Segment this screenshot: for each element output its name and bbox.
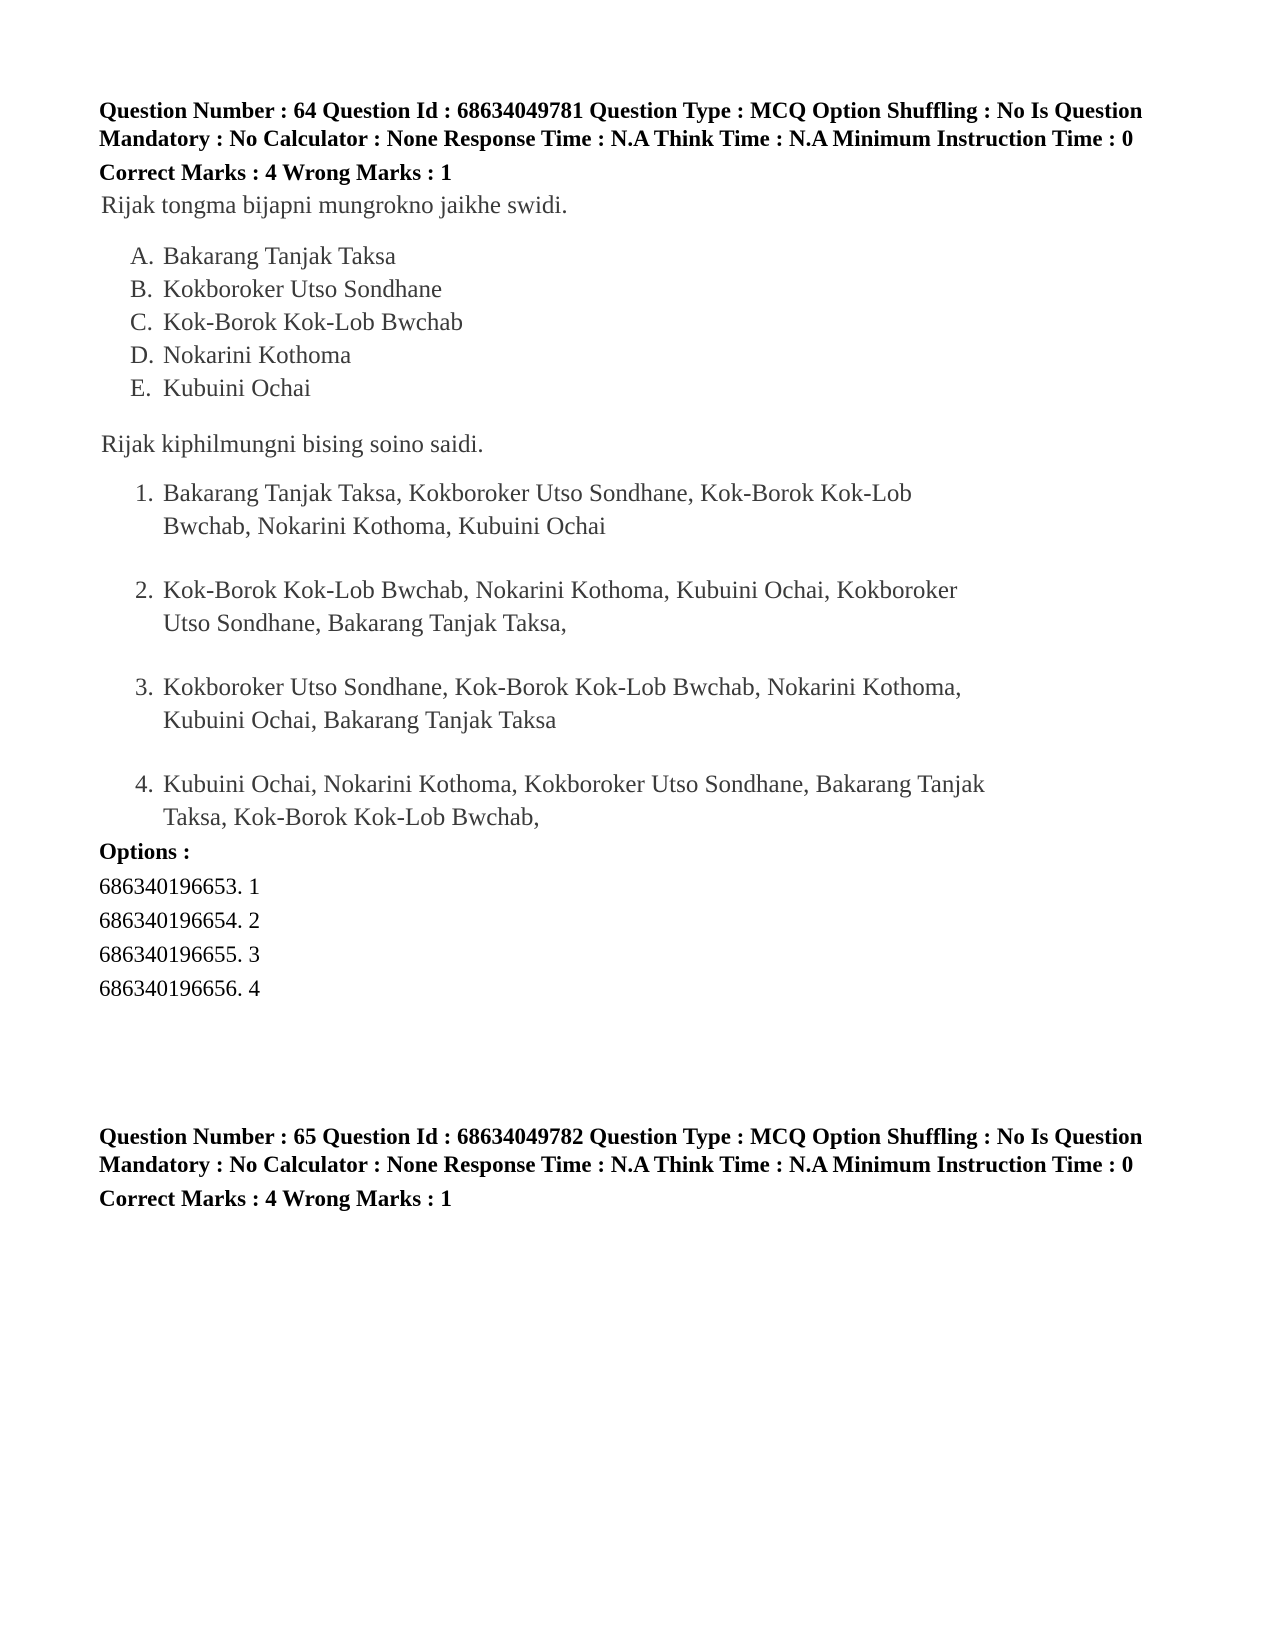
question-64-meta: Question Number : 64 Question Id : 68634049781 Question Type : MCQ Option Shuffling : No Is Question Mandatory : No Calculator : None Response Time : N.A Think Time : N.A Minimum Instruction Time : 0 <box>99 98 1143 151</box>
choice-text: Bakarang Tanjak Taksa, Kokboroker Utso Sondhane, Kok-Borok Kok-Lob Bwchab, Nokarini Kothoma, Kubuini Ochai <box>163 480 912 540</box>
question-64-marks: Correct Marks : 4 Wrong Marks : 1 <box>99 160 452 185</box>
choice-item <box>135 768 1115 834</box>
list-item <box>130 240 1179 273</box>
item-text: Kubuini Ochai <box>163 375 311 402</box>
choice-label: 4. <box>135 771 154 798</box>
question-64-item-list <box>99 240 1179 405</box>
list-item <box>130 339 1179 372</box>
item-text: Nokarini Kothoma <box>163 342 352 369</box>
choice-item <box>135 477 1115 543</box>
choice-item <box>135 671 1115 737</box>
options-list <box>99 870 1179 1006</box>
list-item <box>130 372 1179 405</box>
choice-text: Kokboroker Utso Sondhane, Kok-Borok Kok-Lob Bwchab, Nokarini Kothoma, Kubuini Ochai, Bakarang Tanjak Taksa <box>163 674 962 734</box>
question-65-marks: Correct Marks : 4 Wrong Marks : 1 <box>99 1186 452 1211</box>
choice-label: 2. <box>135 577 154 604</box>
question-65-block <box>99 1123 1179 1213</box>
option-item: 686340196653. 1 <box>99 874 260 899</box>
choice-text: Kubuini Ochai, Nokarini Kothoma, Kokboroker Utso Sondhane, Bakarang Tanjak Taksa, Kok-Borok Kok-Lob Bwchab, <box>163 771 985 831</box>
item-text: Kokboroker Utso Sondhane <box>163 276 443 303</box>
item-label: B. <box>130 276 153 303</box>
item-label: E. <box>130 375 152 402</box>
item-text: Kok-Borok Kok-Lob Bwchab <box>163 309 463 336</box>
choice-label: 3. <box>135 674 154 701</box>
option-item: 686340196655. 3 <box>99 942 260 967</box>
item-text: Bakarang Tanjak Taksa <box>163 243 396 270</box>
list-item <box>130 306 1179 339</box>
question-64-prompt: Rijak tongma bijapni mungrokno jaikhe swidi. <box>101 192 568 219</box>
item-label: A. <box>130 243 155 270</box>
option-item: 686340196654. 2 <box>99 908 260 933</box>
question-64-scanned-content <box>99 189 1179 834</box>
choice-text: Kok-Borok Kok-Lob Bwchab, Nokarini Kothoma, Kubuini Ochai, Kokboroker Utso Sondhane, Bakarang Tanjak Taksa, <box>163 577 958 637</box>
question-65-meta: Question Number : 65 Question Id : 68634049782 Question Type : MCQ Option Shuffling : No Is Question Mandatory : No Calculator : None Response Time : N.A Think Time : N.A Minimum Instruction Time : 0 <box>99 1124 1143 1177</box>
options-heading: Options : <box>99 839 191 864</box>
question-64-choice-list <box>99 477 1115 834</box>
question-64-block <box>99 97 1179 1006</box>
item-label: C. <box>130 309 153 336</box>
item-label: D. <box>130 342 155 369</box>
question-64-prompt-2: Rijak kiphilmungni bising soino saidi. <box>101 431 484 458</box>
option-item: 686340196656. 4 <box>99 976 260 1001</box>
choice-label: 1. <box>135 480 154 507</box>
list-item <box>130 273 1179 306</box>
choice-item <box>135 574 1115 640</box>
